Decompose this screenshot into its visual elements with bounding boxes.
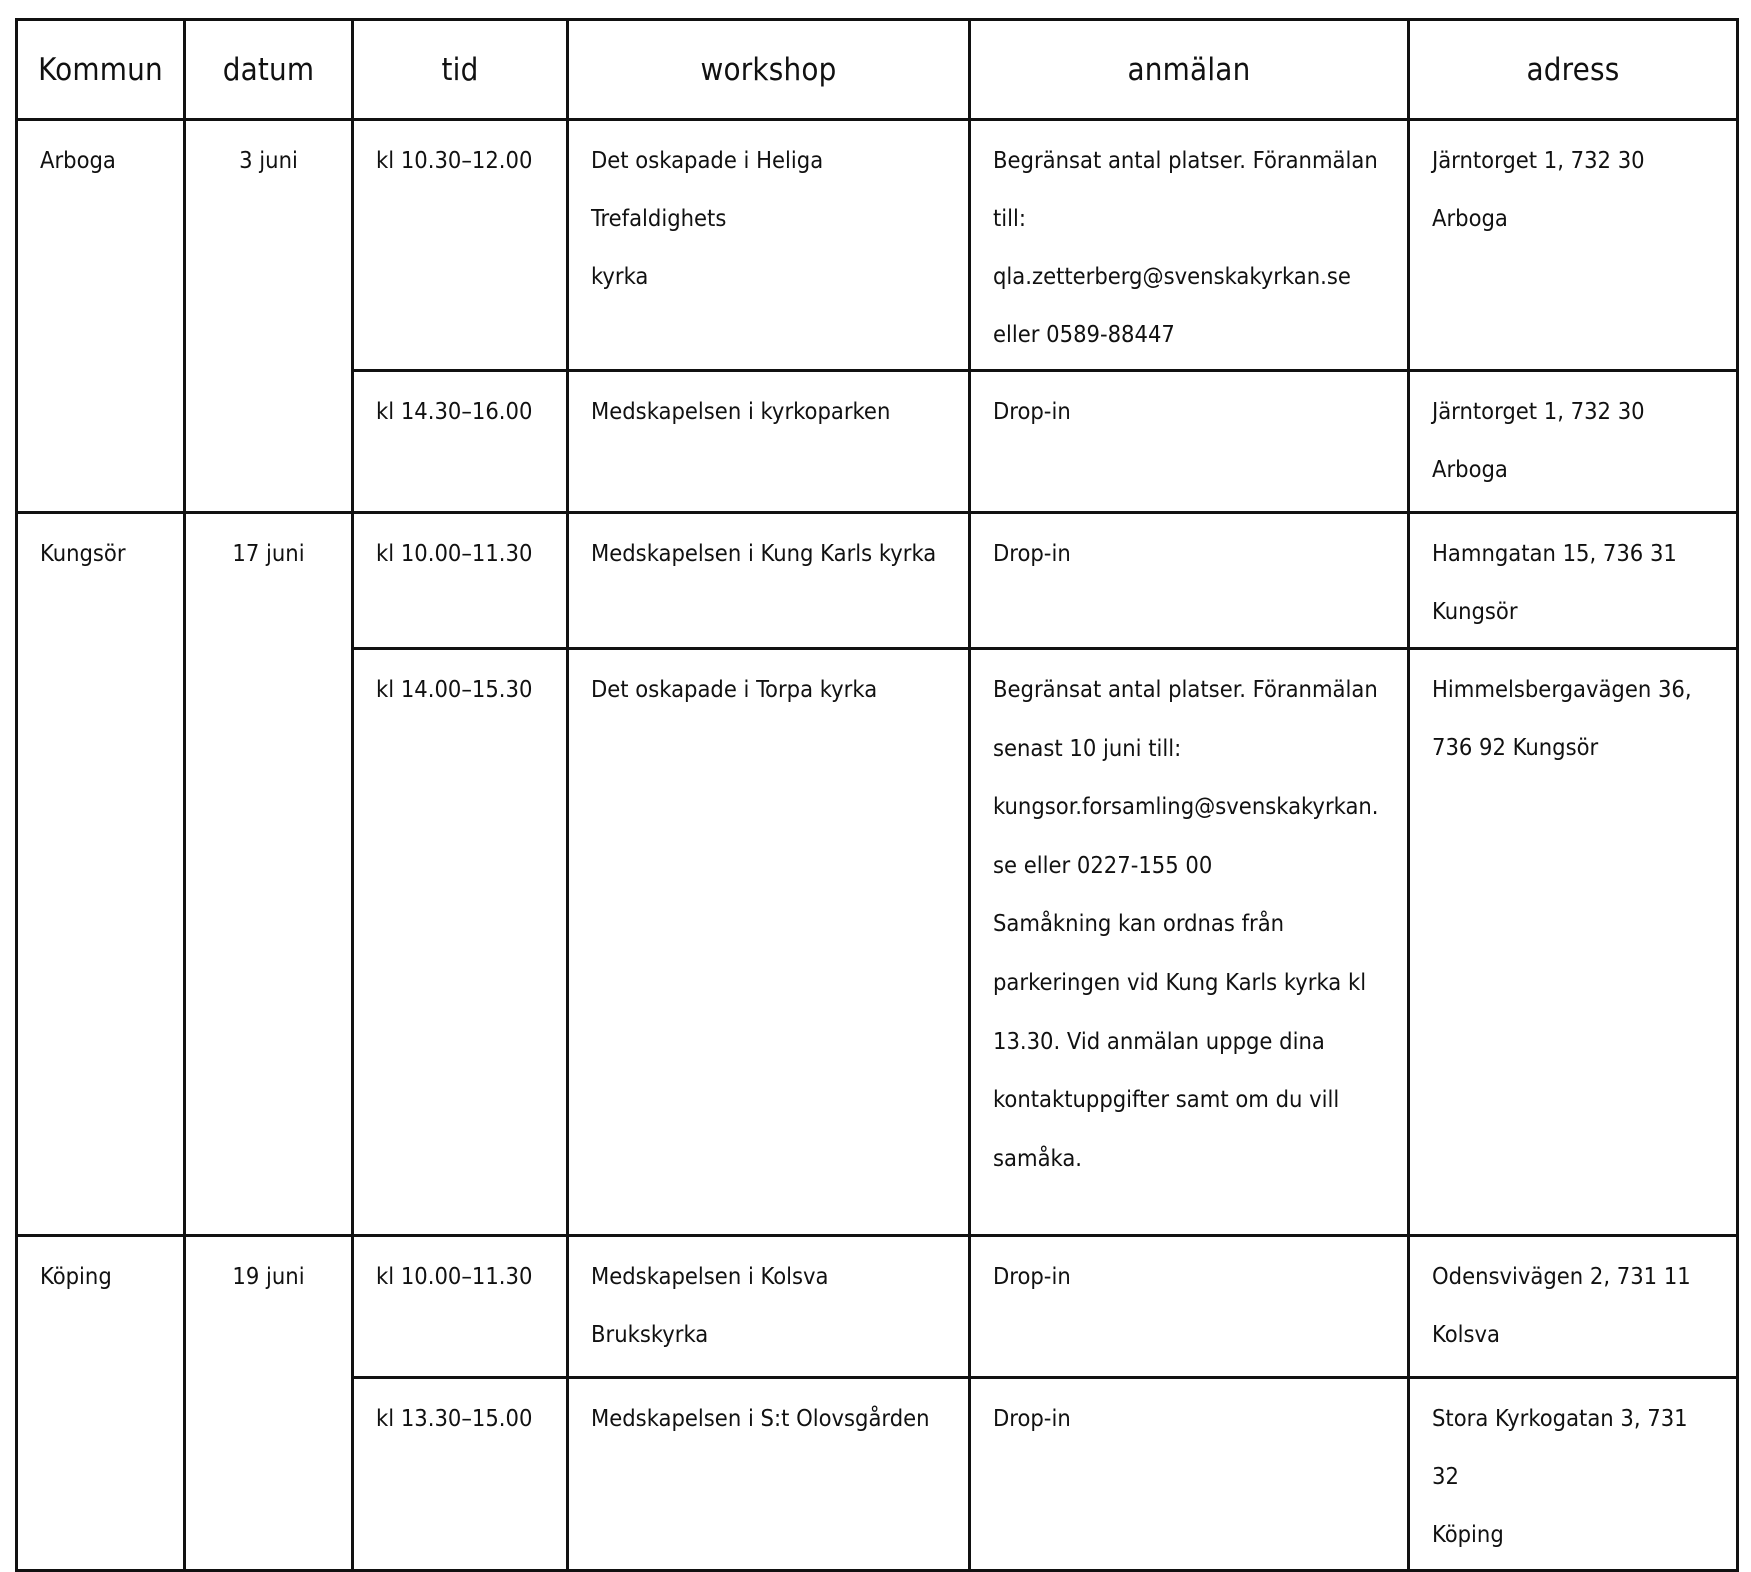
anmalan-line: Drop-in	[993, 1404, 1071, 1432]
tid-cell: kl 14.00–15.30	[353, 649, 568, 1236]
workshop-line: Medskapelsen i Kolsva Brukskyrka	[591, 1262, 829, 1348]
header-adress: adress	[1409, 20, 1738, 120]
workshop-line: kyrka	[591, 262, 649, 290]
datum-cell: 3 juni	[185, 120, 353, 513]
kommun-cell: Arboga	[17, 120, 185, 513]
workshop-cell	[568, 371, 970, 513]
adress-cell	[1409, 649, 1738, 1236]
adress-line: Kolsva	[1432, 1320, 1500, 1348]
header-workshop: workshop	[568, 20, 970, 120]
tid-cell: kl 10.30–12.00	[353, 120, 568, 371]
workshop-cell	[568, 649, 970, 1236]
table-row	[17, 120, 1738, 371]
tid-cell: kl 10.00–11.30	[353, 1236, 568, 1378]
anmalan-line: Samåkning kan ordnas från	[993, 909, 1285, 938]
adress-line: Himmelsbergavägen 36,	[1432, 675, 1692, 703]
tid-cell: kl 14.30–16.00	[353, 371, 568, 513]
tid-cell: kl 13.30–15.00	[353, 1378, 568, 1571]
adress-line: Köping	[1432, 1520, 1504, 1548]
anmalan-line: Drop-in	[993, 1262, 1071, 1290]
adress-cell	[1409, 371, 1738, 513]
adress-line: Arboga	[1432, 204, 1508, 232]
adress-line: Järntorget 1, 732 30	[1432, 397, 1645, 425]
adress-line: Stora Kyrkogatan 3, 731 32	[1432, 1404, 1688, 1490]
adress-line: 736 92 Kungsör	[1432, 733, 1599, 761]
adress-line: Kungsör	[1432, 597, 1518, 625]
adress-cell	[1409, 1236, 1738, 1378]
workshop-line: Medskapelsen i Kung Karls kyrka	[591, 539, 937, 567]
table-row	[17, 513, 1738, 649]
kommun-cell: Köping	[17, 1236, 185, 1571]
datum-cell: 19 juni	[185, 1236, 353, 1571]
adress-cell	[1409, 513, 1738, 649]
anmalan-line: kungsor.forsamling@svenskakyrkan.	[993, 792, 1379, 821]
anmalan-cell	[970, 1236, 1409, 1378]
header-datum: datum	[185, 20, 353, 120]
adress-cell	[1409, 1378, 1738, 1571]
kommun-cell: Kungsör	[17, 513, 185, 1236]
workshop-line: Medskapelsen i kyrkoparken	[591, 397, 891, 425]
anmalan-line: till: qla.zetterberg@svenskakyrkan.se	[993, 204, 1351, 290]
workshop-cell	[568, 513, 970, 649]
anmalan-line: Begränsat antal platser. Föranmälan	[993, 146, 1378, 174]
adress-line: Odensvivägen 2, 731 11	[1432, 1262, 1691, 1290]
adress-line: Järntorget 1, 732 30	[1432, 146, 1645, 174]
header-row	[17, 20, 1738, 120]
datum-cell: 17 juni	[185, 513, 353, 1236]
anmalan-line: se eller 0227-155 00	[993, 850, 1213, 879]
anmalan-line: senast 10 juni till:	[993, 733, 1182, 762]
anmalan-line: 13.30. Vid anmälan uppge dina	[993, 1026, 1325, 1055]
anmalan-line: Drop-in	[993, 539, 1071, 567]
adress-line: Hamngatan 15, 736 31	[1432, 539, 1677, 567]
anmalan-cell	[970, 513, 1409, 649]
adress-line: Arboga	[1432, 455, 1508, 483]
anmalan-line: Begränsat antal platser. Föranmälan	[993, 675, 1378, 703]
anmalan-line: parkeringen vid Kung Karls kyrka kl	[993, 967, 1367, 996]
adress-cell	[1409, 120, 1738, 371]
workshop-line: Medskapelsen i S:t Olovsgården	[591, 1404, 930, 1432]
workshop-cell	[568, 1236, 970, 1378]
anmalan-line: eller 0589-88447	[993, 320, 1175, 348]
table-row	[17, 1236, 1738, 1378]
anmalan-line: samåka.	[993, 1143, 1083, 1172]
header-anmalan: anmälan	[970, 20, 1409, 120]
schedule-table	[15, 18, 1739, 1572]
anmalan-cell	[970, 649, 1409, 1236]
workshop-line: Det oskapade i Torpa kyrka	[591, 675, 878, 703]
workshop-cell	[568, 1378, 970, 1571]
anmalan-line: kontaktuppgifter samt om du vill	[993, 1085, 1340, 1114]
header-kommun: Kommun	[17, 20, 185, 120]
anmalan-cell	[970, 1378, 1409, 1571]
anmalan-cell	[970, 371, 1409, 513]
workshop-cell	[568, 120, 970, 371]
header-tid: tid	[353, 20, 568, 120]
workshop-line: Det oskapade i Heliga Trefaldighets	[591, 146, 824, 232]
anmalan-cell	[970, 120, 1409, 371]
anmalan-line: Drop-in	[993, 397, 1071, 425]
tid-cell: kl 10.00–11.30	[353, 513, 568, 649]
